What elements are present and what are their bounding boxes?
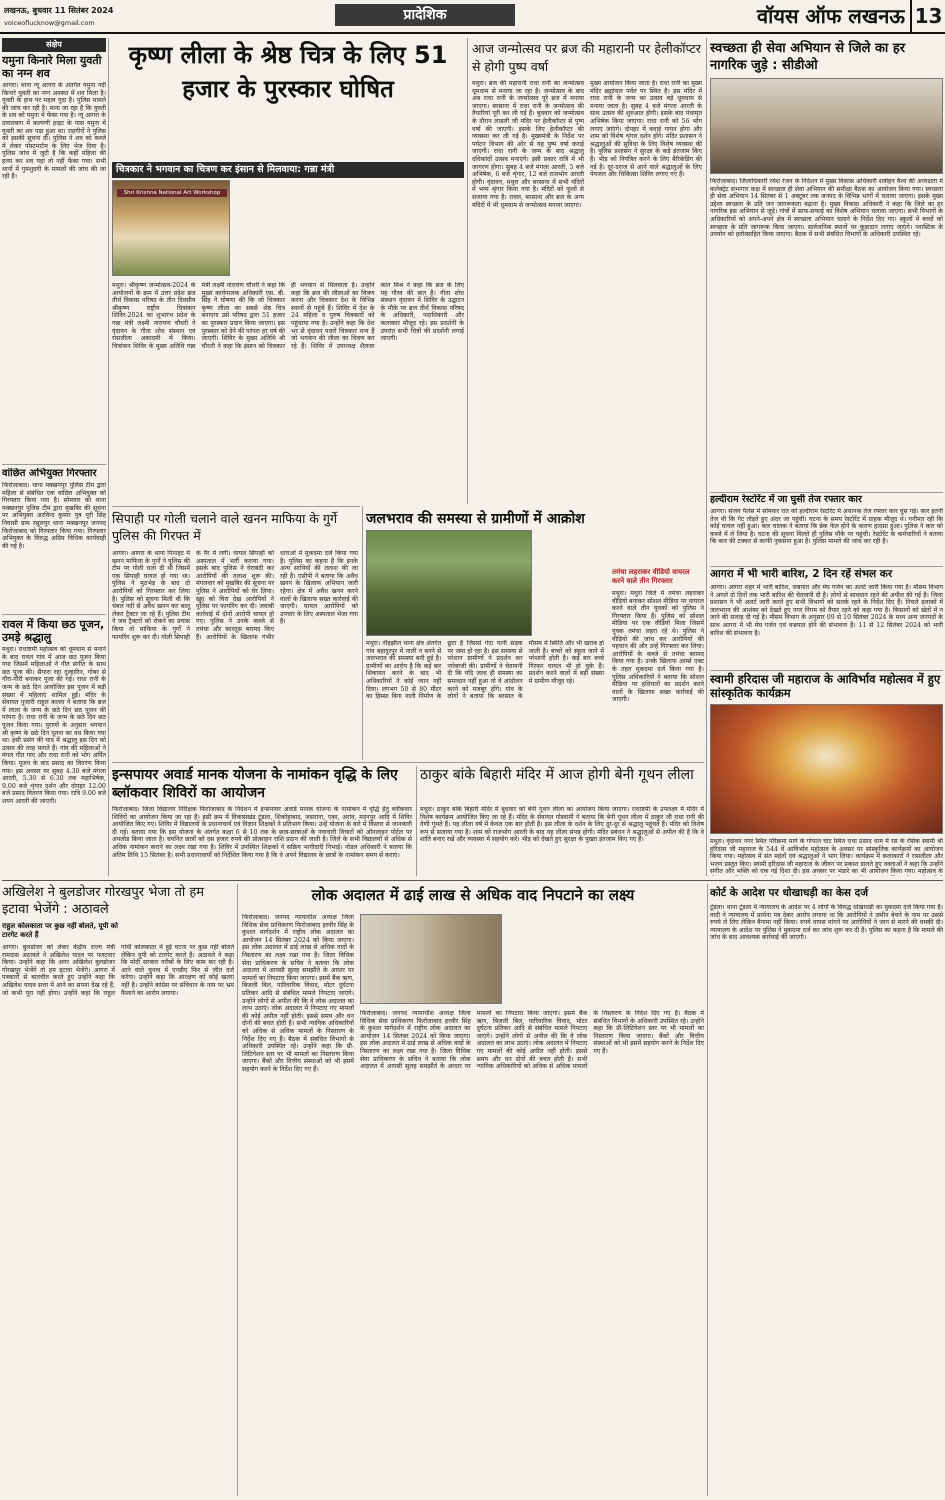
column-rule <box>416 766 417 876</box>
krishna-subhead: चित्रकार ने भगवान का चित्रण कर इंसान से मिलवाया: गन्ना मंत्री <box>112 162 464 178</box>
divider <box>112 506 360 507</box>
janmotsav-text: मथुरा। ब्रज की महारानी राधा रानी का जन्मोत्सव धूमधाम से मनाया जा रहा है। जन्मोत्सव के बाद अब राधा रानी के जन्मोत्सव पूरे ब्रज में मनाया जाएगा। बरसाना में राधा रानी के जन्मोत्सव की तैयारियां पूरी कर ली गई हैं। बुधवार को जन्मोत्सव के दौरान लाडली जी मंदिर पर हेलीकॉप्टर से पुष्प वर्षा की जाएगी। इसके लिए हेलीकॉप्टर की व्यवस्था कर ली गई है। मुख्यमंत्री के निर्देश पर पर्यटन विभाग की ओर से यह पुष्प वर्षा कराई जाएगी। राधा रानी के जन्म के बाद श्रद्धालु दधिकांदों उत्सव मनाएंगे। इसी प्रकार रात्रि में भी जागरण होगा। सुबह 4 बजे मंगला आरती, 5 बजे अभिषेक, 6 बजे शृंगार, 12 बजे राजभोग आरती होगी। वृंदावन, मथुरा और बरसाना में सभी मंदिरों में भव्य श्रृंगार किया गया है। मंदिरों को फूलों से सजाया गया है। रावल, बरसाना और ब्रज के अन्य मंदिरों में भी धूमधाम से जन्मोत्सव मनाया जाएगा। <box>472 80 584 209</box>
haldiram-headline: हल्दीराम रेस्टोरेंट में जा घुसी तेज रफ्तार कार <box>710 494 862 505</box>
court-headline: कोर्ट के आदेश पर धोखाधड़ी का केस दर्ज <box>710 887 869 899</box>
haridas-photo <box>710 704 943 834</box>
dateline: लखनऊ, बुधवार 11 सितंबर 2024 <box>4 6 114 15</box>
krishna-photo <box>112 180 230 276</box>
krishna-text: मथुरा। श्रीकृष्ण जन्मोत्सव-2024 के आयोजनों के क्रम में उत्तर प्रदेश ब्रज तीर्थ विकास परिषद के तीन दिवसीय श्रीकृष्ण राष्ट्रीय चित्रांकन शिविर-2024 का शुभारंभ प्रदेश के गन्ना मंत्री लक्ष्मी नारायण चौधरी ने वृंदावन के गीता शोध संस्थान एवं रासलीला अकादमी में किया। चित्रांकन शिविर के मुख्य अतिथि गन्ना मंत्री लक्ष्मी नारायण चौधरी ने कहा कि मुख्य कार्यपालक अधिकारी एस. बी. सिंह ने घोषणा की कि जो चित्रकार कृष्ण लीला का सबसे श्रेष्ठ चित्र बनाएगा उसे परिषद द्वारा 51 हजार का पुरस्कार प्रदान किया जाएगा। इस पुरस्कार को देने की परंपरा हर वर्ष की जाएगी। शिविर के मुख्य अतिथि श्री चौधरी ने कहा कि इंसान को चित्रकार ही भगवान से मिलवाता है। उन्होंने कहा कि ब्रज की लीलाओं का चित्रण करना और चित्रकार देश के विभिन्न स्थानों से पहुंचे हैं। शिविर में देश के 24 महिला व पुरुष चित्रकारों को पहुंचाया गया है। उन्होंने कहा कि देश भर से वृंदावन पधारे चित्रकार धन्य हैं जो भगवान की लीला का चित्रण कर रहे हैं। शिविर में उपाध्यक्ष शैलजा कांत मिश्र ने कहा कि ब्रज के लिए यह गौरव की बात है। गीता शोध संस्थान वृंदावन में शिविर के उद्घाटन के मौके पर ब्रज तीर्थ विकास परिषद के अधिकारी, पदाधिकारी और कलाकार मौजूद रहे। इस प्रदर्शनी के उपरांत सभी चित्रों की प्रदर्शनी लगाई जाएगी। <box>112 282 464 350</box>
haridas-headline: स्वामी हरिदास जी महाराज के आविर्भाव महोत्सव में हुए सांस्कृतिक कार्यक्रम <box>710 672 941 700</box>
article-akhilesh <box>2 884 234 1496</box>
brief-3-text: मथुरा। राधाष्टमी महोत्सव को धूमधाम से मनाने के बाद रावल गांव में आज छठ पूजन किया गया जिसमें महिलाओं ने गीत संगीत के साथ छठ पूजा की। सैयारा रहा दुल्हारिन, गोबर से गौरा-गौरी बनाकर पूजा की गई। राधा रानी के जन्म के छठे दिन आयोजित इस पूजन में बड़ी संख्या में महिलाएं शामिल हुईं। मंदिर के सेवायत पुजारी राहुल कल्ला ने बताया कि ब्रज में लाला के जन्म के छठे दिन छठ पूजन की परंपरा है। राधा रानी के जन्म के छठे दिन छठ पूजन किया गया। पुराणों के अनुसार भगवान श्री कृष्ण के छठे दिन पूतना का वध किया गया था। इसी प्रसंग की याद में श्रद्धालु इस दिन को उत्सव की तरह मनाते हैं। गांव की महिलाओं ने मंगल गीत गाए और राधा रानी को भोग अर्पित किया। पूजन के बाद प्रसाद का वितरण किया गया। इस अवसर पर सुबह 4.30 बजे मंगला आरती, 5.30 से 6.30 तक महाभिषेक, 9.00 बजे शृंगार दर्शन और दोपहर 12.00 बजे प्रसाद वितरण किया गया। रात्रि 9.00 बजे शयन आरती की जाएगी। <box>2 646 106 805</box>
court-text: टूंडला। थाना टूंडला में न्यायालय के आदेश पर 4 लोगों के विरुद्ध धोखाधड़ी का मुकदमा दर्ज किया गया है। वादी ने न्यायालय में प्रार्थना पत्र देकर आरोप लगाया था कि आरोपियों ने जमीन बेचने के नाम पर उससे रुपये ले लिए लेकिन बैनामा नहीं किया। रुपये वापस मांगने पर आरोपियों ने जान से मारने की धमकी दी। न्यायालय के आदेश पर पुलिस ने मुकदमा दर्ज कर जांच शुरू कर दी है। पुलिस का कहना है कि मामले की जांच के बाद आवश्यक कार्रवाई की जाएगी। <box>710 904 943 942</box>
thakur-headline: ठाकुर बांके बिहारी मंदिर में आज होगी बेनी गूथन लीला <box>420 767 694 783</box>
divider <box>710 566 943 567</box>
barish-text: आगरा। आगरा शहर में भारी बारिश, वज्रपात और मेघ गर्जन का अलर्ट जारी किया गया है। मौसम विभाग ने अगले दो दिनों तक भारी बारिश की चेतावनी दी है। लोगों से सावधान रहने की अपील की गई है। जिला प्रशासन ने भी अलर्ट जारी करते हुए सभी विभागों को सतर्क रहने के निर्देश दिए हैं। निचले इलाकों में जलभराव की आशंका को देखते हुए नगर निगम को तैयार रहने को कहा गया है। किसानों को खेतों में न जाने की सलाह दी गई है। मौसम विभाग के अनुसार 09 से 10 सितंबर 2024 के मध्य अन्य जनपदों के साथ आगरा में भी मेघ गर्जन एवं वज्रपात होने की संभावना है। 11 से 12 सितंबर 2024 को भारी बारिश की संभावना है। <box>710 584 943 637</box>
haridas-text: मथुरा। वृंदावन नगर स्थित परिक्रमा मार्ग के गोपाल घाट स्थित राधा प्रसाद धाम में रस के रसिक स्वामी श्री हरिदास जी महाराज के 544 वें आविर्भाव महोत्सव के अवसर पर सांस्कृतिक कार्यक्रमों का आयोजन किया गया। महोत्सव में संत महंतों एवं श्रद्धालुओं ने भाग लिया। कार्यक्रम में कलाकारों ने रासलीला और भजन प्रस्तुत किए। स्वामी हरिदास जी महाराज के जीवन पर प्रकाश डालते हुए वक्ताओं ने कहा कि उन्होंने संगीत और भक्ति को एक नई दिशा दी। इस अवसर पर भंडारे का भी आयोजन किया गया। महोत्सव के <box>710 838 943 876</box>
divider <box>2 464 106 465</box>
article-barish <box>710 568 943 668</box>
lokadalat-text: फिरोजाबाद। जनपद न्यायाधीश अध्यक्ष जिला विधिक सेवा प्राधिकरण फिरोजाबाद हरवीर सिंह के कुशल मार्गदर्शन में राष्ट्रीय लोक अदालत का आयोजन 14 सितंबर 2024 को किया जाएगा। इस लोक अदालत में ढाई लाख से अधिक वादों के निस्तारण का लक्ष्य रखा गया है। जिला विधिक सेवा प्राधिकरण के सचिव ने बताया कि लोक अदालत में आपसी सुलह समझौते के आधार पर मामलों का निपटारा किया जाएगा। इसमें बैंक ऋण, बिजली बिल, पारिवारिक विवाद, मोटर दुर्घटना प्रतिकर आदि से संबंधित मामले निपटाए जाएंगे। उन्होंने लोगों से अपील की कि वे लोक अदालत का लाभ उठाएं। लोक अदालत में निपटाए गए मामलों की कोई अपील नहीं होती। इससे समय और धन दोनों की बचत होती है। सभी न्यायिक अधिकारियों को अधिक से अधिक मामलों के निस्तारण के निर्देश दिए गए हैं। बैठक में संबंधित विभागों के अधिकारी उपस्थित रहे। उन्होंने कहा कि प्री-लिटिगेशन स्तर पर भी मामलों का निस्तारण किया जाएगा। बैंकों और वित्तीय संस्थाओं को भी इसमें सहयोग करने के निर्देश दिए गए हैं। <box>242 914 354 1073</box>
lokadalat-photo <box>360 914 502 1004</box>
mafia-headline: सिपाही पर गोली चलाने वाले खनन माफिया के गुर्गे पुलिस की गिरफ्त में <box>112 511 337 543</box>
photo-banner-text: Shri Krishna National Art Workshop <box>117 189 227 197</box>
divider <box>2 880 943 881</box>
column-rule <box>237 884 238 1496</box>
article-lokadalat <box>242 884 704 1496</box>
article-court <box>710 884 943 1496</box>
haldiram-text: आगरा। संजय पैलेस में सोमवार रात को हल्दीराम रेस्टोरेंट में अचानक तेज रफ्तार कार घुस गई। कार इतनी तेज थी कि गेट तोड़ते हुए अंदर जा पहुंची। घटना के समय रेस्टोरेंट में ग्राहक मौजूद थे। गनीमत रही कि कोई घायल नहीं हुआ। कार चालक ने बताया कि ब्रेक फेल होने के कारण हादसा हुआ। पुलिस ने कार को कब्जे में ले लिया है। घटना की सूचना मिलते ही पुलिस मौके पर पहुंची। रेस्टोरेंट के कर्मचारियों ने बताया कि कार की टक्कर से काफी नुकसान हुआ है। पुलिस मामले की जांच कर रही है। <box>710 508 943 546</box>
article-krishna <box>112 38 464 504</box>
column-rule <box>467 38 468 504</box>
divider <box>710 670 943 671</box>
brief-1-headline: यमुना किनारे मिला युवती का नग्न शव <box>2 54 102 80</box>
swachhta-photo <box>710 78 943 174</box>
article-mafia <box>112 510 358 760</box>
column-rule <box>362 506 363 760</box>
article-thakur <box>420 766 704 876</box>
email: voiceoflucknow@gmail.com <box>4 19 95 27</box>
brief-2-text: फिरोजाबाद। थाना मक्खनपुर पुलिस टीम द्वारा महिला से संबंधित एक वांछित अभियुक्त को गिरफ्तार किया गया है। सोमवार को थाना मक्खनपुर पुलिस टीम द्वारा मुखबिर की सूचना पर अभियुक्त अरविन्द कुमार पुत्र पूरी सिंह निवासी ग्राम रसूलपुर थाना मक्खनपुर जनपद फिरोजाबाद को गिरफ्तार किया गया। गिरफ्तार अभियुक्त के विरुद्ध अग्रिम विधिक कार्यवाही की गई है। <box>2 482 106 550</box>
akhilesh-text: आगरा। बुलडोजर को लेकर केंद्रीय राज्य मंत्री रामदास अठावले ने अखिलेश यादव पर पलटवार किया। उन्होंने कहा कि अगर अखिलेश बुलडोजर गोरखपुर भेजेंगे तो हम इटावा भेजेंगे। आगरा में पत्रकारों से बातचीत करते हुए उन्होंने कहा कि अखिलेश यादव सत्ता में आने का सपना देख रहे हैं, जो कभी पूरा नहीं होगा। उन्होंने कहा कि राहुल गांधी कोलकाता में हुई घटना पर कुछ नहीं बोलते लेकिन यूपी को टारगेट करते हैं। अठावले ने कहा कि मोदी सरकार गरीबों के लिए काम कर रही है। आने वाले चुनाव में एनडीए फिर से जीत दर्ज करेगा। उन्होंने कहा कि आरक्षण को कोई खतरा नहीं है। उन्होंने कांग्रेस पर संविधान के नाम पर भ्रम फैलाने का आरोप लगाया। <box>2 944 234 997</box>
column-rule <box>706 38 707 876</box>
divider <box>710 492 943 493</box>
swachhta-text: फिरोजाबाद। जिलाधिकारी रमेश रंजन के निर्देशन में मुख्य विकास अधिकारी शत्रोहन वैश्य की अध्यक्षता में कलेक्ट्रेट सभागार कक्ष में स्वच्छता ही सेवा अभियान की समीक्षा बैठक का आयोजन किया गया। स्वच्छता ही सेवा अभियान 14 सितंबर से 1 अक्टूबर तक जनपद के विभिन्न भागों में चलाया जाएगा। इसके मुख्य उद्देश्य स्वच्छता के प्रति जन जागरूकता बढ़ाना है। मुख्य विकास अधिकारी ने कहा कि जिले का हर नागरिक इस अभियान से जुड़े। गांवों में साफ-सफाई का विशेष अभियान चलाया जाएगा। सभी विभागों के अधिकारियों को अपने-अपने क्षेत्र में स्वच्छता अभियान चलाने के निर्देश दिए गए। स्कूलों में बच्चों को स्वच्छता के प्रति जागरूक किया जाएगा। सार्वजनिक स्थानों पर कूड़ादान लगाए जाएंगे। प्लास्टिक के उपयोग को हतोत्साहित किया जाएगा। बैठक में सभी संबंधित विभागों के अधिकारी उपस्थित रहे। <box>710 178 943 239</box>
janmotsav-headline: आज जन्मोत्सव पर ब्रज की महारानी पर हेलीकॉप्टर से होगी पुष्प वर्षा <box>472 41 701 74</box>
swachhta-headline: स्वच्छता ही सेवा अभियान से जिले का हर नागरिक जुड़े : सीडीओ <box>710 41 906 73</box>
article-haldiram <box>710 494 943 564</box>
column-rule <box>108 38 109 876</box>
masthead <box>0 0 945 34</box>
sidebar-label: संक्षेप <box>2 38 106 52</box>
mafia-text: आगरा। आगरा के थाना पिनाहट में खनन माफिया के गुर्गों ने पुलिस की टीम पर गोली चला दी थी जिसमें एक सिपाही घायल हो गया था। पुलिस ने मुठभेड़ के बाद दो आरोपियों को गिरफ्तार कर लिया है। पुलिस को सूचना मिली थी कि चंबल नदी से अवैध खनन कर बालू लेकर ट्रैक्टर जा रहे हैं। पुलिस टीम ने जब ट्रैक्टरों को रोकने का प्रयास किया तो माफिया के गुर्गों ने फायरिंग शुरू कर दी। गोली सिपाही के पैर में लगी। घायल सिपाही को अस्पताल में भर्ती कराया गया। इसके बाद पुलिस ने घेराबंदी कर आरोपियों की तलाश शुरू की। मंगलवार को मुखबिर की सूचना पर पुलिस ने आरोपियों को घेर लिया। खुद को घिरा देख आरोपियों ने पुलिस पर फायरिंग कर दी। जवाबी कार्रवाई में दोनों आरोपी घायल हो गए। पुलिस ने उनके कब्जे से तमंचा और कारतूस बरामद किए हैं। आरोपियों के खिलाफ गंभीर धाराओं में मुकदमा दर्ज किया गया है। पुलिस का कहना है कि इनके अन्य साथियों की तलाश की जा रही है। एसीपी ने बताया कि अवैध खनन के खिलाफ अभियान जारी रहेगा। क्षेत्र में अवैध खनन करने वालों के खिलाफ सख्त कार्रवाई की जाएगी। घायल आरोपियों को उपचार के लिए अस्पताल भेजा गया है। <box>112 550 358 641</box>
article-janmotsav <box>472 38 702 504</box>
sidebar <box>2 38 106 876</box>
jalbharav-text-2: मथुरा। मथुरा जिले में तमंचा लहराकर वीडियो बनाकर सोशल मीडिया पर वायरल करने वाले तीन युवकों को पुलिस ने गिरफ्तार किया है। पुलिस को सोशल मीडिया पर एक वीडियो मिला जिसमें युवक तमंचा लहरा रहे थे। पुलिस ने वीडियो की जांच कर आरोपियों की पहचान की और उन्हें गिरफ्तार कर लिया। आरोपियों के कब्जे से तमंचा बरामद किया गया है। उनके खिलाफ आर्म्स एक्ट के तहत मुकदमा दर्ज किया गया है। पुलिस अधिकारियों ने बताया कि सोशल मीडिया पर हथियारों का प्रदर्शन करने वालों के खिलाफ सख्त कार्रवाई की जाएगी। <box>612 590 704 704</box>
barish-headline: आगरा में भी भारी बारिश, 2 दिन रहें संभल कर <box>710 568 893 580</box>
column-rule <box>707 884 708 1496</box>
akhilesh-subhead: राहुल कोलकाता पर कुछ नहीं बोलते, यूपी को टारगेट करते हैं <box>2 922 118 939</box>
lokadalat-text-cols: फिरोजाबाद। जनपद न्यायाधीश अध्यक्ष जिला विधिक सेवा प्राधिकरण फिरोजाबाद हरवीर सिंह के कुशल मार्गदर्शन में राष्ट्रीय लोक अदालत का आयोजन 14 सितंबर 2024 को किया जाएगा। इस लोक अदालत में ढाई लाख से अधिक वादों के निस्तारण का लक्ष्य रखा गया है। जिला विधिक सेवा प्राधिकरण के सचिव ने बताया कि लोक अदालत में आपसी सुलह समझौते के आधार पर मामलों का निपटारा किया जाएगा। इसमें बैंक ऋण, बिजली बिल, पारिवारिक विवाद, मोटर दुर्घटना प्रतिकर आदि से संबंधित मामले निपटाए जाएंगे। उन्होंने लोगों से अपील की कि वे लोक अदालत का लाभ उठाएं। लोक अदालत में निपटाए गए मामलों की कोई अपील नहीं होती। इससे समय और धन दोनों की बचत होती है। सभी न्यायिक अधिकारियों को अधिक से अधिक मामलों के निस्तारण के निर्देश दिए गए हैं। बैठक में संबंधित विभागों के अधिकारी उपस्थित रहे। उन्होंने कहा कि प्री-लिटिगेशन स्तर पर भी मामलों का निस्तारण किया जाएगा। बैंकों और वित्तीय संस्थाओं को भी इसमें सहयोग करने के निर्देश दिए गए हैं। <box>360 1010 704 1071</box>
janmotsav-text-2: मुख्य आयोजन किया जाता है। राधा रानी का मुख्य मंदिर ब्रह्मांचल पर्वत पर स्थित है। इस मंदिर में राधा रानी के जन्म का उत्सव बड़े धूमधाम से मनाया जाता है। सुबह 4 बजे मंगला आरती के साथ उत्सव की शुरुआत होगी। इसके बाद पंचामृत अभिषेक किया जाएगा। राधा रानी को 56 भोग लगाए जाएंगे। दोपहर में बधाई गायन होगा और शाम को विशेष शृंगार दर्शन होंगे। मंदिर प्रशासन ने श्रद्धालुओं की सुविधा के लिए विशेष व्यवस्था की है। पुलिस प्रशासन ने सुरक्षा के कड़े इंतजाम किए हैं। भीड़ को नियंत्रित करने के लिए बैरिकेडिंग की गई है। दूर-दराज से आने वाले श्रद्धालुओं के लिए पेयजल और चिकित्सा शिविर लगाए गए हैं। <box>590 80 702 179</box>
jalbharav-text: मथुरा। नौहझील थाना क्षेत्र अंतर्गत गांव बहादुरपुर में नाली न बनने से जलभराव की समस्या बनी हुई है। ग्रामीणों का आरोप है कि कई बार शिकायत करने के बाद भी अधिकारियों ने कोई ध्यान नहीं दिया। लगभग 50 से 80 मीटर का हिस्सा बिना नाली निर्माण के छूटा है जिससे गंदा पानी सड़क पर जमा हो रहा है। इस समस्या से परेशान ग्रामीणों ने प्रदर्शन कर नारेबाजी की। ग्रामीणों ने चेतावनी दी कि यदि जल्द ही समस्या का समाधान नहीं हुआ तो वे आंदोलन करने को मजबूर होंगे। गांव के लोगों ने बताया कि बरसात के मौसम में स्थिति और भी खराब हो जाती है। बच्चों को स्कूल जाने में परेशानी होती है। कई बार बच्चे गिरकर घायल भी हो चुके हैं। प्रदर्शन करने वालों में बड़ी संख्या में ग्रामीण मौजूद रहे। <box>366 640 604 701</box>
lokadalat-headline: लोक अदालत में ढाई लाख से अधिक वाद निपटाने का लक्ष्य <box>311 886 635 904</box>
jalbharav-photo <box>366 530 532 636</box>
krishna-headline: कृष्ण लीला के श्रेष्ठ चित्र के लिए 51 हजार के पुरस्कार घोषित <box>128 41 448 103</box>
article-jalbharav <box>366 508 704 760</box>
article-swachhta <box>710 38 943 490</box>
article-haridas <box>710 672 943 876</box>
thakur-text: मथुरा। ठाकुर बांके बिहारी मंदिर में बुधवार को बेनी गूथन लीला का आयोजन किया जाएगा। राधाष्टमी के उपलक्ष्य में मंदिर में विशेष कार्यक्रम आयोजित किए जा रहे हैं। मंदिर के सेवायत गोस्वामी ने बताया कि बेनी गूथन लीला में ठाकुर जी राधा रानी की वेणी गूंथते हैं। यह लीला वर्ष में केवल एक बार होती है। इस लीला के दर्शन के लिए दूर-दूर से श्रद्धालु पहुंचते हैं। मंदिर को विशेष रूप से सजाया गया है। शाम को राजभोग आरती के बाद यह लीला संपन्न होगी। मंदिर प्रबंधन ने श्रद्धालुओं से अपील की है कि वे शांति बनाए रखें और व्यवस्था में सहयोग करें। भीड़ को देखते हुए सुरक्षा के पुख्ता इंतजाम किए गए हैं। <box>420 806 704 844</box>
jalbharav-subhead: तमंचा लहराकर वीडियो वायरल करने वाले तीन गिरफ्तार <box>612 568 690 585</box>
akhilesh-headline: अखिलेश ने बुलडोजर गोरखपुर भेजा तो हम इटावा भेजेंगे : अठावले <box>2 885 205 917</box>
inspire-headline: इन्सपायर अवार्ड मानक योजना के नामांकन वृद्धि के लिए ब्लॉकवार शिविरों का आयोजन <box>112 767 398 801</box>
article-inspire <box>112 766 412 876</box>
divider <box>2 614 106 615</box>
page-number: 13 <box>910 0 945 32</box>
jalbharav-headline: जलभराव की समस्या से ग्रामीणों में आक्रोश <box>366 511 585 527</box>
brief-1-text: आगरा। थाना न्यू आगरा के अंतर्गत यमुना नदी किनारे युवती का नग्न अवस्था में शव मिला है। युवती के हाथ पर महत्व गुदा है। पुलिस मामले की जांच कर रही है। माना जा रहा है कि युवती के शव को यमुना में फेंका गया है। न्यू आगरा के दयालबाग में कल्पणी हाइट के पास यमुना में युवती का शव पड़ा हुआ था। राहगीरों ने पुलिस को इसकी सूचना दी। पुलिस ने शव को कब्जे में लेकर पोस्टमार्टम के लिए भेज दिया है। पुलिस जांच में जुटी है कि कहीं महिला की हत्या कर शव यहां तो नहीं फेंका गया। सभी थानों में गुमशुदगी के मामलों की जांच की जा रही है। <box>2 82 106 181</box>
section-label: प्रादेशिक <box>335 4 515 26</box>
divider <box>112 762 704 763</box>
inspire-text: फिरोजाबाद। जिला विद्यालय निरीक्षक फिरोजाबाद के निर्देशन में इन्सपायर अवार्ड मानक योजना के नामांकन में वृद्धि हेतु ब्लॉकवार शिविरों का आयोजन किया जा रहा है। इसी क्रम में विकासखंड टूंडला, शिकोहाबाद, जसराना, एका, अरांव, मदनपुर आदि में शिविर आयोजित किए गए। शिविर में विद्यालयों के प्रधानाचार्य एवं विज्ञान शिक्षकों ने प्रतिभाग किया। उन्हें योजना के बारे में विस्तार से जानकारी दी गई। बताया गया कि इस योजना के अंतर्गत कक्षा 6 से 10 तक के छात्र-छात्राओं के नवाचारी विचारों को ऑनलाइन पोर्टल पर अपलोड किया जाता है। चयनित छात्रों को दस हजार रुपये की प्रोत्साहन राशि प्रदान की जाती है। जिले के सभी विद्यालयों से अधिक से अधिक नामांकन कराने का लक्ष्य रखा गया है। शिविर में उपस्थित शिक्षकों ने सक्रिय भागीदारी निभाई। नोडल अधिकारी ने बताया कि अंतिम तिथि 15 सितंबर है। सभी प्रधानाचार्यों को निर्देशित किया गया है कि वे अपने विद्यालय के छात्रों के नामांकन समय से कराएं। <box>112 806 412 859</box>
brief-2-headline: वांछित अभियुक्त गिरफ्तार <box>2 468 97 479</box>
paper-name: वॉयस ऑफ लखनऊ <box>757 4 905 28</box>
brief-3-headline: रावल में किया छठ पूजन, उमड़े श्रद्धालु <box>2 618 105 644</box>
